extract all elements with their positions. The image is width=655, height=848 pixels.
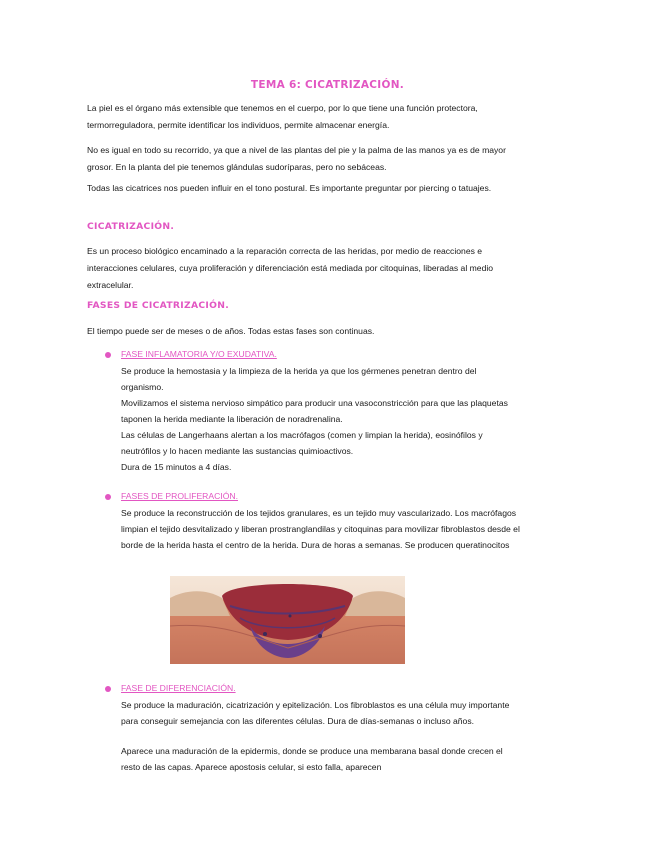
intro-paragraph-1: La piel es el órgano más extensible que tenemos en el cuerpo, por lo que tiene una función protectora, termorreguladora, permite identificar los individuos, permite almacenar energía. xyxy=(87,103,478,130)
phase-inflamatoria-line-4: Dura de 15 minutos a 4 días. xyxy=(121,462,232,472)
page-title: TEMA 6: CICATRIZACIÓN. xyxy=(250,79,405,92)
bullet-icon xyxy=(105,352,111,358)
section-heading-fases: FASES DE CICATRIZACIÓN. xyxy=(87,300,230,311)
phase-inflamatoria-line-3: Las células de Langerhaans alertan a los macrófagos (comen y limpian la herida), eosinófilos y neutrófilos y lo hacen mediante las sustancias quimioactivos. xyxy=(121,430,483,456)
intro-paragraph-2: No es igual en todo su recorrido, ya que a nivel de las plantas del pie y la palma de las manos ya es de mayor grosor. En la planta del pie tenemos glándulas sudoríparas, pero no sebáceas. xyxy=(87,145,506,172)
intro-paragraph-3: Todas las cicatrices nos pueden influir en el tono postural. Es importante preguntar por piercing o tatuajes. xyxy=(87,183,492,193)
phase-inflamatoria-line-2: Movilizamos el sistema nervioso simpático para producir una vasoconstricción para que las plaquetas taponen la herida mediante la liberación de noradrenalina. xyxy=(121,398,508,424)
phase-proliferacion-text: Se produce la reconstrucción de los tejidos granulares, es un tejido muy vascularizado. Los macrófagos limpian el tejido desvitalizado y liberan prostranglandilas y citoquinas para movilizar fibroblastos desde el borde de la herida hasta el centro de la herida. Dura de horas a semanas. Se producen queratinocitos xyxy=(121,508,520,550)
wound-healing-image xyxy=(170,576,405,664)
section-heading-cicatrizacion: CICATRIZACIÓN. xyxy=(87,221,175,232)
bullet-icon xyxy=(105,494,111,500)
phase-diferenciacion-line-2: Aparece una maduración de la epidermis, donde se produce una membarana basal donde crecen el resto de las capas. Aparece apostosis celular, si esto falla, aparecen xyxy=(121,746,503,772)
phase-inflamatoria-line-1: Se produce la hemostasia y la limpieza de la herida ya que los gérmenes penetran dentro del organismo. xyxy=(121,366,477,392)
phase-title-proliferacion: FASES DE PROLIFERACIÓN. xyxy=(121,491,238,501)
phase-diferenciacion-line-1: Se produce la maduración, cicatrización y epitelización. Los fibroblastos es una célula muy importante para conseguir semejancia con las diferentes células. Dura de días-semanas o incluso años. xyxy=(121,700,510,726)
section-paragraph-fases: El tiempo puede ser de meses o de años. Todas estas fases son continuas. xyxy=(87,326,375,336)
phase-title-diferenciacion: FASE DE DIFERENCIACIÓN. xyxy=(121,683,236,693)
bullet-icon xyxy=(105,686,111,692)
phase-title-inflamatoria: FASE INFLAMATORIA Y/O EXUDATIVA. xyxy=(121,349,277,359)
section-paragraph-cicatrizacion: Es un proceso biológico encaminado a la reparación correcta de las heridas, por medio de reacciones e interacciones celulares, cuya proliferación y diferenciación está mediada por citoquinas, liberadas al medio extracelular. xyxy=(87,246,494,290)
